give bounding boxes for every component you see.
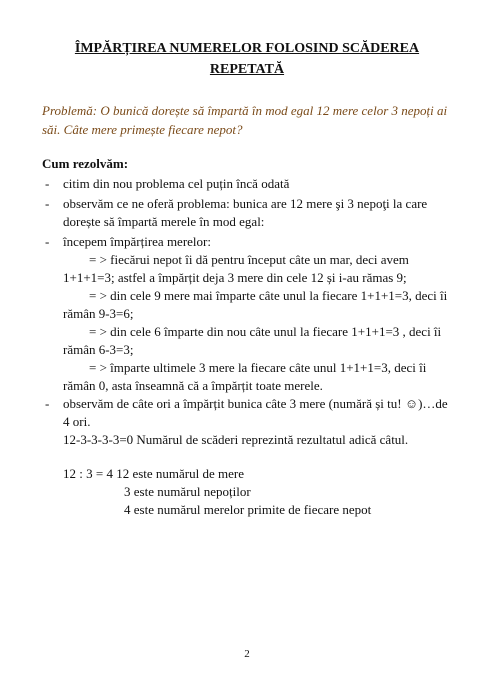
title-line-2: REPETATĂ — [209, 62, 285, 77]
step-line: = > din cele 6 împarte din nou câte unul la fiecare 1+1+1=3 , deci îi — [89, 324, 442, 339]
equation-line: 12 : 3 = 4 12 este numărul de mere — [63, 466, 244, 481]
step-line: 1+1+1=3; astfel a împărțit deja 3 mere din cele 12 și i-au rămas 9; — [63, 270, 407, 285]
page-number: 2 — [244, 648, 250, 660]
step-line: începem împărțirea merelor: — [63, 234, 211, 249]
step-line: 12-3-3-3-3=0 Numărul de scăderi reprezintă rezultatul adică câtul. — [63, 432, 409, 447]
bullet-dash: - — [45, 396, 50, 411]
step-line: = > fiecărui nepot îi dă pentru început câte un mar, deci avem — [89, 252, 409, 267]
step-line: observăm ce ne oferă problema: bunica are 12 mere şi 3 nepoţi la care — [63, 196, 428, 211]
problem-statement: Problemă: O bunică dorește să împartă în mod egal 12 mere celor 3 nepoți ai săi. Câte mere primește fiecare nepot? — [42, 103, 448, 137]
step-line: 4 ori. — [63, 414, 91, 429]
step-line: observăm de câte ori a împărțit bunica câte 3 mere (numără și tu! ☺)…de — [63, 396, 448, 411]
step-line: rămân 0, asta înseamnă că a împărțit toate merele. — [63, 378, 323, 393]
step-line: dorește să împartă merele în mod egal: — [63, 214, 265, 229]
step-line: rămân 6-3=3; — [63, 342, 134, 357]
bullet-dash: - — [45, 196, 50, 211]
bullet-dash: - — [45, 234, 50, 249]
step-line: rămân 9-3=6; — [63, 306, 134, 321]
step-line: = > din cele 9 mere mai împarte câte unul la fiecare 1+1+1=3, deci îi — [89, 288, 448, 303]
bullet-dash: - — [45, 176, 50, 191]
equation-line: 4 este numărul merelor primite de fiecare nepot — [124, 502, 372, 517]
equation-line: 3 este numărul nepoților — [124, 484, 251, 499]
step-line: citim din nou problema cel puțin încă odată — [63, 176, 290, 191]
step-line: = > împarte ultimele 3 mere la fiecare câte unul 1+1+1=3, deci îi — [89, 360, 427, 375]
solution-heading: Cum rezolvăm: — [42, 156, 129, 171]
title-line-1: ÎMPĂRȚIREA NUMERELOR FOLOSIND SCĂDEREA — [74, 41, 420, 56]
document-title — [40, 38, 454, 80]
